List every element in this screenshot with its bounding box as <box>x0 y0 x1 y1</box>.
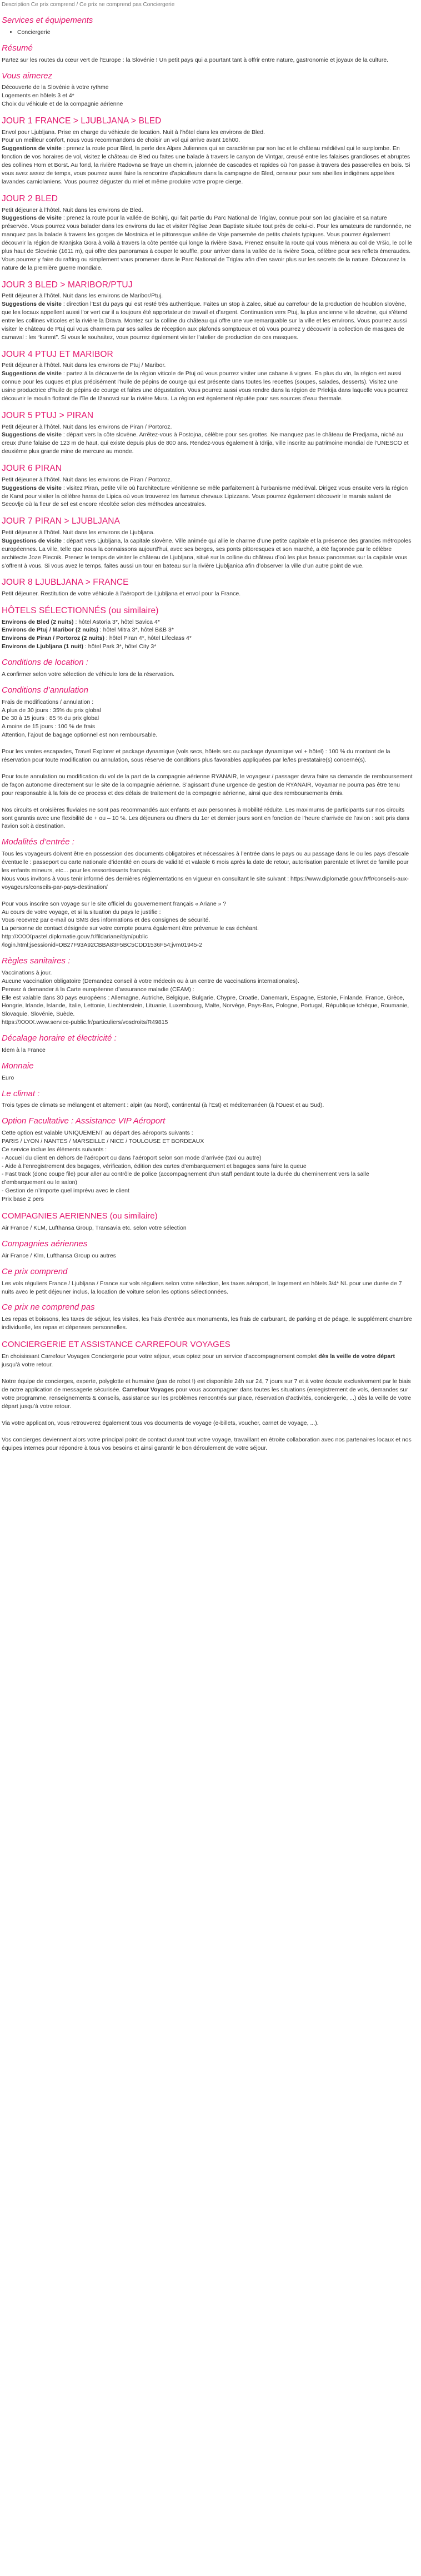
annulation-line: De 30 à 15 jours : 85 % du prix global <box>2 715 99 722</box>
day-description <box>2 128 413 186</box>
services-item: • Conciergerie <box>17 28 413 37</box>
day-text: Petit déjeuner. Restitution de votre véhicule à l’aéroport de Ljubljana et envol pour la France. <box>2 590 241 598</box>
conciergerie-heading: CONCIERGERIE ET ASSISTANCE CARREFOUR VOYAGES <box>2 1340 230 1350</box>
option-line: - Aide à l’enregistrement des bagages, vérification, édition des cartes d’embarquement et bagages sans faire la queue <box>2 1162 307 1170</box>
suggestion-text: : départ vers la côte slovène. Arrêtez-vous à Postojna, célèbre pour ses grottes. Ne manquez pas le château de Predjama, niché au creux d’une falaise de 123 m de haut, qui existe depuis plus de 800 ans. Rendez-vous également à Idrija, ville inscrite au patrimoine mondial de l’UNESCO et deuxième plus grande mine de mercure au monde. <box>2 431 409 455</box>
formalites-heading: Modalités d’entrée : <box>2 837 74 847</box>
day-description <box>2 590 413 598</box>
option-line: - Gestion de n’importe quel imprévu avec le client <box>2 1187 129 1195</box>
option-line: PARIS / LYON / NANTES / MARSEILLE / NICE / TOULOUSE ET BORDEAUX <box>2 1137 204 1145</box>
day-text: Petit déjeuner à l’hôtel. Nuit dans les environs de Ljubljana. <box>2 529 155 536</box>
day-heading: JOUR 2 BLED <box>2 193 58 203</box>
resume-heading: Résumé <box>2 43 33 53</box>
day-text: Petit déjeuner à l’hôtel. Nuit dans les environs de Piran / Portoroz. <box>2 476 172 483</box>
aimerez-heading: Vous aimerez <box>2 71 53 81</box>
suggestion-label: Suggestions de visite <box>2 145 62 152</box>
annulation-line: Attention, l’ajout de bagage optionnel est non remboursable. <box>2 732 158 739</box>
aimerez-line: Découverte de la Slovénie à votre rythme <box>2 84 109 91</box>
conciergerie-para: Via votre application, vous retrouverez également tous vos documents de voyage (e-billets, voucher, carnet de voyage, ...). <box>2 1419 319 1426</box>
day-text: Petit déjeuner à l’hôtel. Nuit dans les environs de Bled. <box>2 206 143 213</box>
compagnies-text: Air France / KLM, Lufthansa Group, Transavia etc. selon votre sélection <box>2 1225 187 1232</box>
ariane-para <box>2 900 413 949</box>
ariane-link[interactable]: /login.html;jsessionid=DB27F93A92CBBA83F5BC5CDD1536F54;jvm01945-2 <box>2 942 202 949</box>
conciergerie-para <box>2 1377 413 1411</box>
conciergerie-para: Vos concierges deviennent alors votre principal point de contact durant tout votre voyage, travaillant en étroite collaboration avec nos partenaires locaux et nos équipes internes pour répondre à tous vos besoins et ainsi garantir le bon déroulement de votre séjour. <box>2 1436 412 1451</box>
day-description <box>2 529 413 570</box>
hotel-row-value: : hôtel Astoria 3*, hôtel Savica 4* <box>73 618 160 625</box>
day-heading: JOUR 4 PTUJ ET MARIBOR <box>2 349 113 359</box>
option-lines <box>2 1129 413 1204</box>
comprend-text: Les vols réguliers France / Ljubljana / France sur vols réguliers selon votre sélection, les taxes aéroport, le logement en hôtels 3/4* NL pour une durée de 7 nuits avec le petit déjeuner inclus, la location de voiture selon les options sélectionnées. <box>2 1280 402 1295</box>
aimerez-line: Choix du véhicule et de la compagnie aérienne <box>2 101 123 108</box>
annulation-heading: Conditions d’annulation <box>2 685 88 695</box>
services-list <box>2 28 413 37</box>
decalage-text: Idem à la France <box>2 1046 46 1053</box>
sanitaire-line: Elle est valable dans 30 pays européens : Allemagne, Autriche, Belgique, Bulgarie, Chypre, Croatie, Danemark, Espagne, Estonie, Finlande, France, Grèce, Hongrie, Irlande, Islande, Italie, Lettonie, Liechtenstein, Lituanie, Luxembourg, Malte, Norvège, Pays-Bas, Pologne, Portugal, République tchèque, Roumanie, Slovaquie, Slovénie, Suède. <box>2 994 409 1018</box>
climat-text: Trois types de climats se mélangent et alternent : alpin (au Nord), continental (à l’Est) et méditerranéen (à l’Ouest et au Sud). <box>2 1102 324 1109</box>
formalites-para <box>2 850 413 892</box>
hotel-row <box>2 618 413 626</box>
day-heading: JOUR 7 PIRAN > LJUBLJANA <box>2 516 121 526</box>
hotel-row-label: Environs de Piran / Portoroz (2 nuits) <box>2 635 104 642</box>
suggestion-label: Suggestions de visite <box>2 370 62 377</box>
suggestion-label: Suggestions de visite <box>2 537 62 544</box>
sanitaire-line: Pensez à demander à la Carte européenne d’assurance maladie (CEAM) : <box>2 986 194 993</box>
hotel-row <box>2 643 413 651</box>
formalites-text: Tous les voyageurs doivent être en possession des documents obligatoires et nécessaires à l’entrée dans le pays ou au passage dans le ou les pays d’escale éventuelle : passeport ou carte nationale d’identité en cours de validité et valable 6 mois après la date de retour, autorisation parentale et livret de famille pour les enfants mineurs, etc... pour les ressortissants français. <box>2 851 409 874</box>
day-text: Petit déjeuner à l’hôtel. Nuit dans les environs de Maribor/Ptuj. <box>2 292 163 300</box>
day-description <box>2 476 413 509</box>
formalites-text: Nous vous invitons à vous tenir informé des dernières réglementations en vigueur en consultant le site suivant : https://www.diplomatie.gouv.fr/fr/conseils-aux-voyageurs/conseils-par-pays-destination/ <box>2 875 409 891</box>
annulation-line: Frais de modifications / annulation : <box>2 698 94 705</box>
monnaie-heading: Monnaie <box>2 1061 34 1071</box>
conciergerie-bold: Carrefour Voyages <box>122 1386 174 1394</box>
conciergerie-text: En choisissant Carrefour Voyages Conciergerie pour votre séjour, vous optez pour un service d’accompagnement complet <box>2 1353 319 1360</box>
suggestion-text: : visitez Piran, petite ville où l’architecture vénitienne se mêle parfaitement à l’urbanisme médiéval. Dirigez vous ensuite vers la région de Karst pour visiter la célèbre haras de Lipica où vous trouverez les fameux chevaux Lipizzans. Vous pourrez également découvrir le marais salant de Secovlje où la fleur de sel est encore récoltée selon des méthodes ancestrales. <box>2 484 408 508</box>
day-heading: JOUR 3 BLED > MARIBOR/PTUJ <box>2 280 133 290</box>
suggestion-text: : direction l’Est du pays qui est resté très authentique. Faites un stop à Zalec, situé au carrefour de la production de houblon slovène, que les locaux appellent aussi l’or vert car il a toujours été apportateur de travail et d’argent. Continuation vers Ptuj, la plus ancienne ville slovène, qui s’étend entre les collines viticoles et la rivière la Drava. Montez sur la colline du château qui offre une vue remarquable sur la ville et les environs. Vous pourrez aussi visiter le château de Ptuj qui vous charmera par ses salles de réception aux plafonds somptueux et où vous pourrez y découvrir la collection de masques de carnaval : les “kurent”. Si vous le souhaitez, vous pourrez également visiter l’atelier de production de ces masques. <box>2 301 408 341</box>
aimerez-list <box>2 83 413 108</box>
suggestion-text: : départ vers Ljubljana, la capitale slovène. Ville animée qui allie le charme d’une petite capitale et la présence des grandes métropoles européennes. La ville, telle que nous la connaissons aujourd’hui, avec ses berges, ses ponts pittoresques et son marché, a été façonnée par le célèbre architecte Joze Plecnik. Prenez le temps de visiter le château de Ljubljana, situé sur la colline du château d’où les plus beaux panoramas sur la capitale vous s’offrent à vous. Si vous avez le temps, faites aussi un tour en bateau sur la rivière Ljubljanica afin d’observer la ville d’un autre point de vue. <box>2 537 412 569</box>
suggestion-label: Suggestions de visite <box>2 301 62 308</box>
annulation-para: Pour les ventes escapades, Travel Explorer et package dynamique (vols secs, hôtels sec ou package dynamique vol + hôtel) : 100 % du montant de la réservation pour toute modification ou annulation, sous réserve de conditions plus favorables appliquées par le/les prestataire(s) concerné(s). <box>2 748 390 764</box>
sanitaire-link[interactable]: https://XXXX.www.service-public.fr/particuliers/vosdroits/R49815 <box>2 1019 168 1026</box>
option-line: Ce service inclue les éléments suivants : <box>2 1146 107 1153</box>
hotel-row-value: : hôtel Park 3*, hôtel City 3* <box>83 643 157 650</box>
day-description <box>2 423 413 456</box>
day-heading: JOUR 5 PTUJ > PIRAN <box>2 410 94 420</box>
annulation-para: Pour toute annulation ou modification du vol de la part de la compagnie aérienne RYANAIR, le voyageur / passager devra faire sa demande de remboursement de façon autonome directement sur le site de la compagnie aérienne. S’agissant d’une urgence de gestion de RYANAIR, Voyamar ne pourra pas être tenu pour responsable à la fois de ce process et des délais de traitement de la compagnie aérienne, ainsi que des remboursements émis. <box>2 773 413 797</box>
suggestion-label: Suggestions de visite <box>2 484 62 491</box>
annulation-line: A plus de 30 jours : 35% du prix global <box>2 707 101 714</box>
suggestion-label: Suggestions de visite <box>2 215 62 222</box>
ne-comprend-text: Les repas et boissons, les taxes de séjour, les visites, les frais d’entrée aux monuments, les frais de carburant, de parking et de péage, le supplément chambre individuelle, les repas et dépenses personnelles. <box>2 1316 412 1331</box>
ne-comprend-heading: Ce prix ne comprend pas <box>2 1302 95 1312</box>
day-description <box>2 292 413 341</box>
day-text: Petit déjeuner à l’hôtel. Nuit dans les environs de Ptuj / Maribor. <box>2 362 166 369</box>
annulation-line: A moins de 15 jours : 100 % de frais <box>2 723 96 730</box>
suggestion-text: : prenez la route pour la vallée de Bohinj, qui fait partie du Parc National de Triglav, connue pour son lac glaciaire et sa nature préservée. Vous pourrez vous balader dans les environs du lac et visiter l’église Jean Baptiste située tout près de celui-ci. Pour les amateurs de randonnée, ne manquez pas la balade à travers les gorges de Mostnica et le pittoresque vallée de Voje parsemée de petits chalets typiques. Vous pourrez également découvrir la région de Kranjska Gora à voilà à travers la côte pentée qui longe la rivière Sava. Prenez ensuite la route qui vous mènera au col de Vršic, le col le plus haut de Slovénie (1611 m), qui offre des panoramas à couper le souffle, pour arriver dans la vallée de la rivière Soca, célèbre pour ses reflets émeraudes. Vous pourrez y faire du rafting ou simplement vous promener dans le Parc National de Triglav afin d’en savoir plus sur les secrets de la nature. Découvrez la nature de la première guerre mondiale. <box>2 215 413 271</box>
option-line: Cette option est valable UNIQUEMENT au départ des aéroports suivants : <box>2 1129 193 1136</box>
monnaie-text: Euro <box>2 1074 14 1081</box>
day-heading: JOUR 8 LJUBLJANA > FRANCE <box>2 578 129 588</box>
day-description <box>2 206 413 272</box>
location-text: A confirmer selon votre sélection de véhicule lors de la réservation. <box>2 670 175 678</box>
decalage-heading: Décalage horaire et électricité : <box>2 1033 117 1043</box>
day-text: Petit déjeuner à l’hôtel. Nuit dans les environs de Piran / Portoroz. <box>2 423 172 430</box>
ariane-link[interactable]: http://XXXXpastel.diplomatie.gouv.fr/fildariane/dyn/public <box>2 933 148 941</box>
day-description <box>2 361 413 403</box>
aimerez-line: Logements en hôtels 3 et 4* <box>2 92 74 100</box>
climat-heading: Le climat : <box>2 1088 40 1098</box>
hotel-row <box>2 634 413 643</box>
annulation-lines <box>2 698 413 740</box>
suggestion-label: Suggestions de visite <box>2 431 62 439</box>
hotel-row-label: Environs de Ptuj / Maribor (2 nuits) <box>2 626 98 634</box>
ariane-text: Pour vous inscrire son voyage sur le site officiel du gouvernement français « Ariane » ? <box>2 900 227 907</box>
suggestion-text: : partez à la découverte de la région viticole de Ptuj où vous pourrez visiter une cabane à vignes. En plus du vin, la région est aussi connue pour les cuques et plus précisément l’huile de pépins de courge qui est présente dans toutes les recettes (soupes, salades, desserts). Visitez une usine productrice d’huile de pépins de courge et faites une dégustation. Vous pourrez aussi vous rendre dans la région de Prlekija dans laquelle vous pourrez découvrir le moulin flottant de l’île de Ižanovci sur la rivière Mura. La région est également réputée pour ses sources d’eau thermale. <box>2 370 408 402</box>
hotel-row-value: : hôtel Mitra 3*, hôtel B&B 3* <box>98 626 174 634</box>
sanitaire-lines <box>2 969 413 1027</box>
hotel-row-value: : hôtel Piran 4*, hôtel Lifeclass 4* <box>104 635 192 642</box>
resume-text: Partez sur les routes du cœur vert de l’Europe : la Slovénie ! Un petit pays qui a pourtant tant à offrir entre nature, gastronomie et joyaux de la culture. <box>2 56 389 63</box>
ariane-text: Vous recevrez par e-mail ou SMS des informations et des consignes de sécurité. <box>2 917 210 924</box>
annulation-para: Nos circuits et croisières fluviales ne sont pas recommandés aux enfants et aux personnes à mobilité réduite. Les maximums de participants sur nos circuits sont garantis avec une flexibilité de + ou – 10 %. Les déjeuners ou dîners du 1er et dernier jours sont en fonction de l’heure d’arrivée de l’avion : soit pris dans l’avion soit à destination. <box>2 806 409 830</box>
comprend-heading: Ce prix comprend <box>2 1266 68 1276</box>
suggestion-text: : prenez la route pour Bled, la perle des Alpes Juliennes qui se caractérise par son lac et le château médiéval qui le surplombe. En fonction de vos horaires de vol, visitez le château de Bled ou faites une balade à travers le canyon de Vintgar, creusé entre les falaises grandioses et abruptes des collines Hom et Borst. Au fond, la rivière Radovna se fraye un chemin, jalonnée de cascades et rapides où l’on passe à travers des passerelles en bois. Si vous avez assez de temps, vous pourrez aussi faire la rencontre d’apiculteurs dans la campagne de Bled, censeur pour ses abeilles indigènes appelées lavandes carniolaniens. Vous pourrez déguster du miel et même produire votre propre cierge. <box>2 145 410 185</box>
hotels-list <box>2 618 413 652</box>
conciergerie-text: Notre équipe de concierges, experte, polyglotte et humaine (pas de robot !) est disponible 24h sur 24, 7 jours sur 7 et à votre écoute exclusivement par le biais de notre application de messagerie sécurisée. <box>2 1378 411 1394</box>
ariane-text: La personne de contact désignée sur votre compte pourra également être prévenue le cas échéant. <box>2 925 259 932</box>
conciergerie-text: jusqu’à votre retour. <box>2 1361 53 1369</box>
itinerary <box>2 116 413 598</box>
day-text: Envol pour Ljubljana. Prise en charge du véhicule de location. Nuit à l’hôtel dans les environs de Bled. Pour un meilleur confort, nous vous recommandons de choisir un vol qui arrive avant 16h00. <box>2 128 265 144</box>
option-line: - Accueil du client en dehors de l’aéroport ou dans l’aéroport selon son mode d’arrivée (taxi ou autre) <box>2 1154 262 1161</box>
compagnies-heading: COMPAGNIES AERIENNES (ou similaire) <box>2 1211 158 1221</box>
description-tabs-label: Description Ce prix comprend / Ce prix ne comprend pas Conciergerie <box>2 2 175 8</box>
ariane-text: Au cours de votre voyage, et si la situation du pays le justifie : <box>2 908 161 916</box>
hotel-row-label: Environs de Bled (2 nuits) <box>2 618 74 625</box>
hotels-heading: HÔTELS SÉLECTIONNÉS (ou similaire) <box>2 605 159 615</box>
compagnies-aeriennes-text: Air France / Klm, Lufthansa Group ou autres <box>2 1252 117 1260</box>
conciergerie-text: pour vous accompagner dans toutes les situations (enregistrement de vols, demandes sur votre programme, renseignements & conseils, assistance sur les problèmes rencontrés sur place, réservation d’activités, conciergerie, ...) dès la veille de votre départ jusqu’à votre retour. <box>2 1386 412 1410</box>
conciergerie-bold: dès la veille de votre départ <box>318 1353 395 1360</box>
option-line: Prix base 2 pers <box>2 1196 44 1203</box>
hotel-row-label: Environs de Ljubljana (1 nuit) <box>2 643 84 650</box>
location-heading: Conditions de location : <box>2 658 88 668</box>
services-heading: Services et équipements <box>2 16 93 26</box>
day-heading: JOUR 1 FRANCE > LJUBLJANA > BLED <box>2 116 162 126</box>
sanitaire-line: Vaccinations à jour. <box>2 969 52 976</box>
compagnies-aeriennes-heading: Compagnies aériennes <box>2 1239 88 1249</box>
option-line: - Fast track (donc coupe file) pour aller au contrôle de police (accompagnement d’un staff pendant toute la durée du cheminement vers la salle d’embarquement ou le salon) <box>2 1171 369 1186</box>
sanitaire-heading: Règles sanitaires : <box>2 956 71 966</box>
day-heading: JOUR 6 PIRAN <box>2 464 62 474</box>
option-heading: Option Facultative : Assistance VIP Aéroport <box>2 1116 166 1126</box>
conciergerie-para <box>2 1352 413 1369</box>
sanitaire-line: Aucune vaccination obligatoire (Demandez conseil à votre médecin ou à un centre de vaccinations internationales). <box>2 977 299 984</box>
hotel-row <box>2 626 413 634</box>
